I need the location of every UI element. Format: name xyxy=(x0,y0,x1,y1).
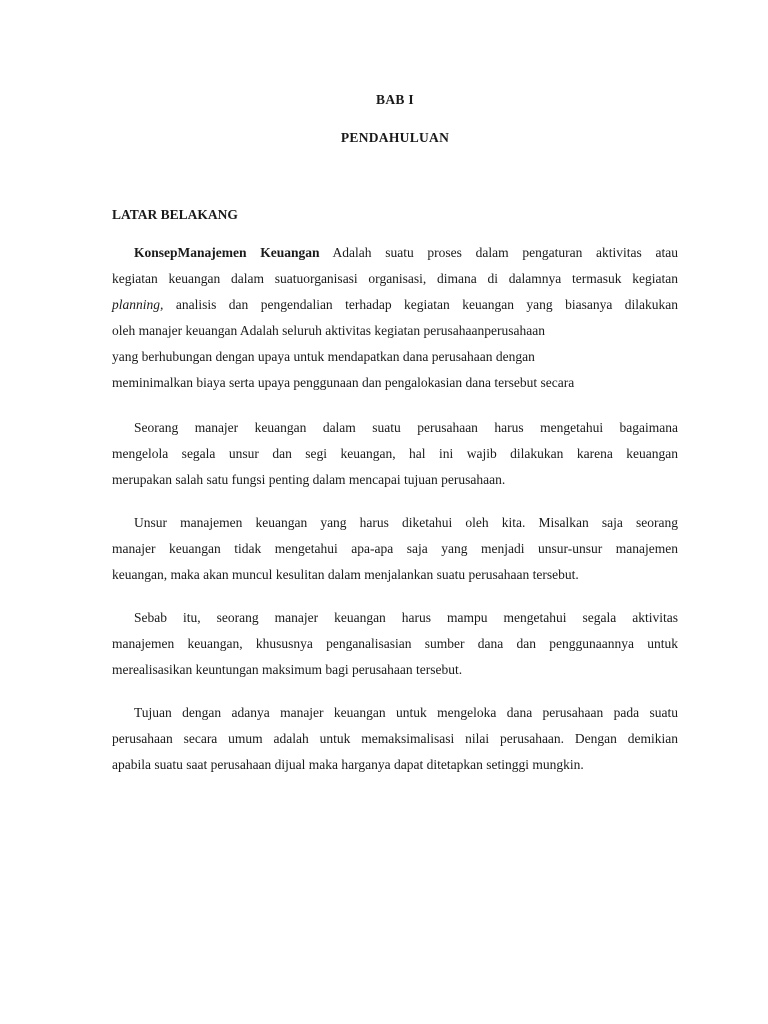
paragraph-3-line-3: keuangan, maka akan muncul kesulitan dalam menjalankan suatu perusahaan tersebut. xyxy=(112,567,579,582)
term-italic: planning, xyxy=(112,297,164,312)
paragraph-1-line-6: meminimalkan biaya serta upaya penggunaan dan pengalokasian dana tersebut secara xyxy=(112,375,575,390)
chapter-title: PENDAHULUAN xyxy=(340,130,450,145)
paragraph-4-line-3: merealisasikan keuntungan maksimum bagi perusahaan tersebut. xyxy=(112,662,463,677)
paragraph-1-line-2: kegiatan keuangan dalam suatuorganisasi organisasi, dimana di dalamnya termasuk kegiatan xyxy=(112,271,678,286)
paragraph-2-line-3: merupakan salah satu fungsi penting dalam mencapai tujuan perusahaan. xyxy=(112,472,506,487)
paragraph-1-line-4: oleh manajer keuangan Adalah seluruh aktivitas kegiatan perusahaanperusahaan xyxy=(112,323,545,338)
term-bold: KonsepManajemen Keuangan xyxy=(134,245,320,260)
paragraph-5-line-2: perusahaan secara umum adalah untuk memaksimalisasi nilai perusahaan. Dengan demikian xyxy=(112,731,678,746)
paragraph-4-line-1: Sebab itu, seorang manajer keuangan harus mampu mengetahui segala aktivitas xyxy=(134,610,678,625)
paragraph-4-line-2: manajemen keuangan, khususnya penganalisasian sumber dana dan penggunaannya untuk xyxy=(112,636,678,651)
paragraph-2-line-1: Seorang manajer keuangan dalam suatu perusahaan harus mengetahui bagaimana xyxy=(134,420,678,435)
paragraph-3-line-1: Unsur manajemen keuangan yang harus diketahui oleh kita. Misalkan saja seorang xyxy=(134,515,678,530)
paragraph-1-line-3: planning, analisis dan pengendalian terhadap kegiatan keuangan yang biasanya dilakukan xyxy=(112,297,678,312)
paragraph-1-line-5: yang berhubungan dengan upaya untuk mendapatkan dana perusahaan dengan xyxy=(112,349,535,364)
chapter-number: BAB I xyxy=(376,92,414,107)
paragraph-2-line-2: mengelola segala unsur dan segi keuangan, hal ini wajib dilakukan karena keuangan xyxy=(112,446,678,461)
paragraph-3-line-2: manajer keuangan tidak mengetahui apa-apa saja yang menjadi unsur-unsur manajemen xyxy=(112,541,678,556)
paragraph-5-line-3: apabila suatu saat perusahaan dijual maka harganya dapat ditetapkan setinggi mungkin. xyxy=(112,757,584,772)
paragraph-5-line-1: Tujuan dengan adanya manajer keuangan untuk mengeloka dana perusahaan pada suatu xyxy=(134,705,678,720)
paragraph-1-line-1: KonsepManajemen Keuangan Adalah suatu proses dalam pengaturan aktivitas atau xyxy=(134,245,678,260)
section-heading: LATAR BELAKANG xyxy=(112,207,238,222)
